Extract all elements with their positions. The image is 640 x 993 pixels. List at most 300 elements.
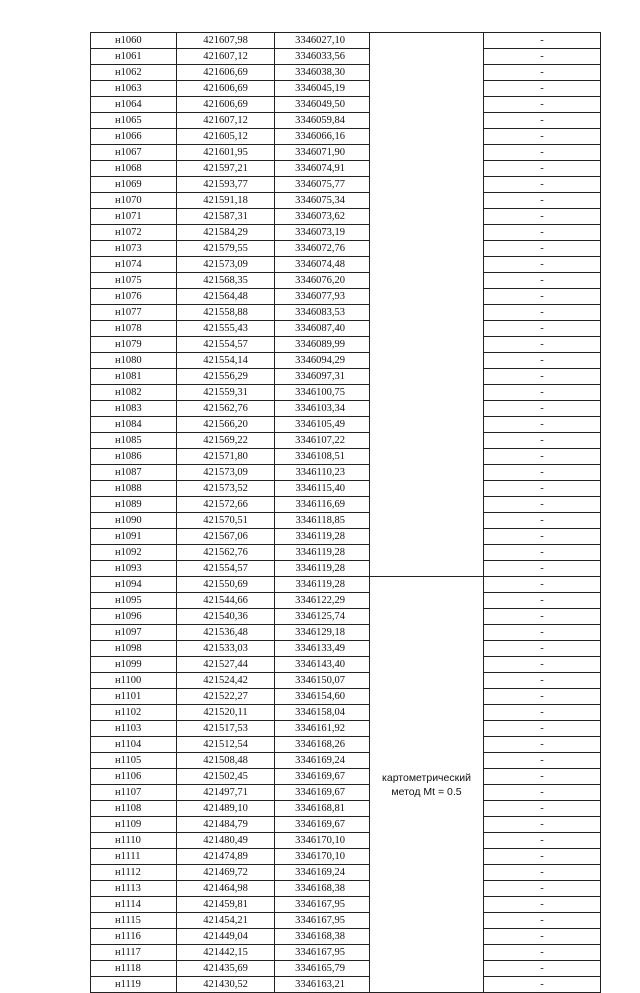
- y-coordinate-cell: 3346075,77: [275, 177, 370, 193]
- y-coordinate-cell: 3346076,20: [275, 273, 370, 289]
- x-coordinate-cell: 421520,11: [177, 705, 275, 721]
- point-id-cell: н1111: [91, 849, 177, 865]
- point-id-cell: н1103: [91, 721, 177, 737]
- point-id-cell: н1104: [91, 737, 177, 753]
- point-id-cell: н1118: [91, 961, 177, 977]
- y-coordinate-cell: 3346168,81: [275, 801, 370, 817]
- x-coordinate-cell: 421540,36: [177, 609, 275, 625]
- table-row: [91, 705, 601, 721]
- table-row: [91, 433, 601, 449]
- coordinate-table-sheet: [90, 32, 600, 993]
- table-row: [91, 417, 601, 433]
- table-row: [91, 657, 601, 673]
- y-coordinate-cell: 3346133,49: [275, 641, 370, 657]
- method-cell: [370, 577, 484, 993]
- point-id-cell: н1085: [91, 433, 177, 449]
- x-coordinate-cell: 421567,06: [177, 529, 275, 545]
- table-row: [91, 881, 601, 897]
- x-coordinate-cell: 421484,79: [177, 817, 275, 833]
- accuracy-cell: -: [484, 401, 601, 417]
- x-coordinate-cell: 421562,76: [177, 401, 275, 417]
- table-row: [91, 385, 601, 401]
- point-id-cell: н1117: [91, 945, 177, 961]
- accuracy-cell: -: [484, 193, 601, 209]
- x-coordinate-cell: 421591,18: [177, 193, 275, 209]
- table-row: [91, 401, 601, 417]
- point-id-cell: н1084: [91, 417, 177, 433]
- x-coordinate-cell: 421573,09: [177, 465, 275, 481]
- y-coordinate-cell: 3346168,38: [275, 881, 370, 897]
- accuracy-cell: -: [484, 945, 601, 961]
- y-coordinate-cell: 3346150,07: [275, 673, 370, 689]
- point-id-cell: н1069: [91, 177, 177, 193]
- accuracy-cell: -: [484, 657, 601, 673]
- x-coordinate-cell: 421512,54: [177, 737, 275, 753]
- x-coordinate-cell: 421449,04: [177, 929, 275, 945]
- x-coordinate-cell: 421442,15: [177, 945, 275, 961]
- accuracy-cell: -: [484, 417, 601, 433]
- point-id-cell: н1112: [91, 865, 177, 881]
- point-id-cell: н1065: [91, 113, 177, 129]
- accuracy-cell: -: [484, 881, 601, 897]
- y-coordinate-cell: 3346170,10: [275, 849, 370, 865]
- accuracy-cell: -: [484, 785, 601, 801]
- y-coordinate-cell: 3346074,91: [275, 161, 370, 177]
- x-coordinate-cell: 421533,03: [177, 641, 275, 657]
- y-coordinate-cell: 3346108,51: [275, 449, 370, 465]
- table-row: [91, 849, 601, 865]
- table-row: [91, 641, 601, 657]
- y-coordinate-cell: 3346097,31: [275, 369, 370, 385]
- y-coordinate-cell: 3346071,90: [275, 145, 370, 161]
- table-row: [91, 449, 601, 465]
- accuracy-cell: -: [484, 897, 601, 913]
- y-coordinate-cell: 3346103,34: [275, 401, 370, 417]
- method-name: картометрический: [382, 771, 471, 784]
- accuracy-cell: -: [484, 497, 601, 513]
- x-coordinate-cell: 421569,22: [177, 433, 275, 449]
- accuracy-cell: -: [484, 529, 601, 545]
- y-coordinate-cell: 3346115,40: [275, 481, 370, 497]
- table-row: [91, 177, 601, 193]
- point-id-cell: н1106: [91, 769, 177, 785]
- point-id-cell: н1090: [91, 513, 177, 529]
- table-row: [91, 833, 601, 849]
- y-coordinate-cell: 3346094,29: [275, 353, 370, 369]
- x-coordinate-cell: 421502,45: [177, 769, 275, 785]
- accuracy-cell: -: [484, 65, 601, 81]
- accuracy-cell: -: [484, 49, 601, 65]
- x-coordinate-cell: 421568,35: [177, 273, 275, 289]
- x-coordinate-cell: 421570,51: [177, 513, 275, 529]
- accuracy-cell: -: [484, 321, 601, 337]
- accuracy-cell: -: [484, 433, 601, 449]
- table-row: [91, 225, 601, 241]
- y-coordinate-cell: 3346169,24: [275, 865, 370, 881]
- table-row: [91, 961, 601, 977]
- table-row: [91, 625, 601, 641]
- table-row: [91, 113, 601, 129]
- table-row: [91, 801, 601, 817]
- y-coordinate-cell: 3346143,40: [275, 657, 370, 673]
- point-id-cell: н1064: [91, 97, 177, 113]
- accuracy-cell: -: [484, 545, 601, 561]
- table-row: [91, 257, 601, 273]
- y-coordinate-cell: 3346167,95: [275, 897, 370, 913]
- table-row: [91, 785, 601, 801]
- point-id-cell: н1066: [91, 129, 177, 145]
- accuracy-cell: -: [484, 353, 601, 369]
- table-row: [91, 721, 601, 737]
- point-id-cell: н1113: [91, 881, 177, 897]
- x-coordinate-cell: 421489,10: [177, 801, 275, 817]
- point-id-cell: н1095: [91, 593, 177, 609]
- y-coordinate-cell: 3346073,19: [275, 225, 370, 241]
- point-id-cell: н1063: [91, 81, 177, 97]
- point-id-cell: н1105: [91, 753, 177, 769]
- point-id-cell: н1074: [91, 257, 177, 273]
- table-row: [91, 513, 601, 529]
- x-coordinate-cell: 421572,66: [177, 497, 275, 513]
- accuracy-cell: -: [484, 929, 601, 945]
- x-coordinate-cell: 421573,09: [177, 257, 275, 273]
- accuracy-cell: -: [484, 625, 601, 641]
- table-row: [91, 865, 601, 881]
- accuracy-cell: -: [484, 609, 601, 625]
- table-row: [91, 481, 601, 497]
- x-coordinate-cell: 421435,69: [177, 961, 275, 977]
- y-coordinate-cell: 3346100,75: [275, 385, 370, 401]
- point-id-cell: н1083: [91, 401, 177, 417]
- y-coordinate-cell: 3346072,76: [275, 241, 370, 257]
- table-row: [91, 577, 601, 593]
- y-coordinate-cell: 3346049,50: [275, 97, 370, 113]
- point-id-cell: н1087: [91, 465, 177, 481]
- table-row: [91, 545, 601, 561]
- x-coordinate-cell: 421459,81: [177, 897, 275, 913]
- point-id-cell: н1078: [91, 321, 177, 337]
- y-coordinate-cell: 3346168,38: [275, 929, 370, 945]
- accuracy-cell: -: [484, 129, 601, 145]
- x-coordinate-cell: 421605,12: [177, 129, 275, 145]
- y-coordinate-cell: 3346119,28: [275, 577, 370, 593]
- x-coordinate-cell: 421497,71: [177, 785, 275, 801]
- x-coordinate-cell: 421474,89: [177, 849, 275, 865]
- point-id-cell: н1079: [91, 337, 177, 353]
- point-id-cell: н1088: [91, 481, 177, 497]
- point-id-cell: н1116: [91, 929, 177, 945]
- table-row: [91, 913, 601, 929]
- coordinate-table: [90, 32, 601, 993]
- accuracy-cell: -: [484, 177, 601, 193]
- table-row: [91, 369, 601, 385]
- point-id-cell: н1097: [91, 625, 177, 641]
- y-coordinate-cell: 3346169,24: [275, 753, 370, 769]
- table-row: [91, 977, 601, 993]
- point-id-cell: н1107: [91, 785, 177, 801]
- y-coordinate-cell: 3346105,49: [275, 417, 370, 433]
- x-coordinate-cell: 421550,69: [177, 577, 275, 593]
- table-row: [91, 753, 601, 769]
- table-row: [91, 929, 601, 945]
- y-coordinate-cell: 3346059,84: [275, 113, 370, 129]
- accuracy-cell: -: [484, 81, 601, 97]
- table-row: [91, 33, 601, 49]
- x-coordinate-cell: 421584,29: [177, 225, 275, 241]
- x-coordinate-cell: 421566,20: [177, 417, 275, 433]
- table-row: [91, 465, 601, 481]
- point-id-cell: н1071: [91, 209, 177, 225]
- y-coordinate-cell: 3346161,92: [275, 721, 370, 737]
- point-id-cell: н1094: [91, 577, 177, 593]
- y-coordinate-cell: 3346045,19: [275, 81, 370, 97]
- point-id-cell: н1075: [91, 273, 177, 289]
- x-coordinate-cell: 421607,12: [177, 49, 275, 65]
- accuracy-cell: -: [484, 161, 601, 177]
- accuracy-cell: -: [484, 273, 601, 289]
- point-id-cell: н1068: [91, 161, 177, 177]
- x-coordinate-cell: 421579,55: [177, 241, 275, 257]
- x-coordinate-cell: 421571,80: [177, 449, 275, 465]
- accuracy-cell: -: [484, 689, 601, 705]
- accuracy-cell: -: [484, 801, 601, 817]
- table-row: [91, 689, 601, 705]
- x-coordinate-cell: 421554,57: [177, 561, 275, 577]
- table-row: [91, 273, 601, 289]
- x-coordinate-cell: 421480,49: [177, 833, 275, 849]
- accuracy-cell: -: [484, 753, 601, 769]
- x-coordinate-cell: 421554,57: [177, 337, 275, 353]
- point-id-cell: н1086: [91, 449, 177, 465]
- y-coordinate-cell: 3346122,29: [275, 593, 370, 609]
- accuracy-cell: -: [484, 97, 601, 113]
- table-row: [91, 817, 601, 833]
- method-cell: [370, 33, 484, 577]
- accuracy-cell: -: [484, 513, 601, 529]
- point-id-cell: н1098: [91, 641, 177, 657]
- table-row: [91, 129, 601, 145]
- x-coordinate-cell: 421527,44: [177, 657, 275, 673]
- y-coordinate-cell: 3346129,18: [275, 625, 370, 641]
- table-row: [91, 561, 601, 577]
- table-row: [91, 209, 601, 225]
- x-coordinate-cell: 421554,14: [177, 353, 275, 369]
- accuracy-cell: -: [484, 961, 601, 977]
- table-row: [91, 65, 601, 81]
- y-coordinate-cell: 3346038,30: [275, 65, 370, 81]
- y-coordinate-cell: 3346077,93: [275, 289, 370, 305]
- y-coordinate-cell: 3346169,67: [275, 817, 370, 833]
- accuracy-cell: -: [484, 561, 601, 577]
- point-id-cell: н1073: [91, 241, 177, 257]
- table-row: [91, 769, 601, 785]
- accuracy-cell: -: [484, 369, 601, 385]
- point-id-cell: н1070: [91, 193, 177, 209]
- accuracy-cell: -: [484, 113, 601, 129]
- table-row: [91, 145, 601, 161]
- table-row: [91, 609, 601, 625]
- accuracy-cell: -: [484, 257, 601, 273]
- point-id-cell: н1096: [91, 609, 177, 625]
- point-id-cell: н1077: [91, 305, 177, 321]
- y-coordinate-cell: 3346163,21: [275, 977, 370, 993]
- y-coordinate-cell: 3346033,56: [275, 49, 370, 65]
- y-coordinate-cell: 3346158,04: [275, 705, 370, 721]
- x-coordinate-cell: 421606,69: [177, 97, 275, 113]
- accuracy-cell: -: [484, 641, 601, 657]
- y-coordinate-cell: 3346169,67: [275, 769, 370, 785]
- table-row: [91, 321, 601, 337]
- point-id-cell: н1067: [91, 145, 177, 161]
- y-coordinate-cell: 3346167,95: [275, 945, 370, 961]
- x-coordinate-cell: 421606,69: [177, 81, 275, 97]
- point-id-cell: н1119: [91, 977, 177, 993]
- accuracy-cell: -: [484, 737, 601, 753]
- y-coordinate-cell: 3346118,85: [275, 513, 370, 529]
- point-id-cell: н1091: [91, 529, 177, 545]
- point-id-cell: н1076: [91, 289, 177, 305]
- y-coordinate-cell: 3346119,28: [275, 561, 370, 577]
- y-coordinate-cell: 3346125,74: [275, 609, 370, 625]
- y-coordinate-cell: 3346168,26: [275, 737, 370, 753]
- y-coordinate-cell: 3346154,60: [275, 689, 370, 705]
- point-id-cell: н1080: [91, 353, 177, 369]
- y-coordinate-cell: 3346169,67: [275, 785, 370, 801]
- y-coordinate-cell: 3346074,48: [275, 257, 370, 273]
- accuracy-cell: -: [484, 385, 601, 401]
- accuracy-cell: -: [484, 977, 601, 993]
- point-id-cell: н1114: [91, 897, 177, 913]
- y-coordinate-cell: 3346107,22: [275, 433, 370, 449]
- x-coordinate-cell: 421544,66: [177, 593, 275, 609]
- method-accuracy: метод Mt = 0.5: [391, 785, 462, 798]
- point-id-cell: н1109: [91, 817, 177, 833]
- point-id-cell: н1081: [91, 369, 177, 385]
- x-coordinate-cell: 421597,21: [177, 161, 275, 177]
- y-coordinate-cell: 3346119,28: [275, 545, 370, 561]
- accuracy-cell: -: [484, 465, 601, 481]
- accuracy-cell: -: [484, 337, 601, 353]
- y-coordinate-cell: 3346119,28: [275, 529, 370, 545]
- accuracy-cell: -: [484, 225, 601, 241]
- y-coordinate-cell: 3346087,40: [275, 321, 370, 337]
- point-id-cell: н1102: [91, 705, 177, 721]
- accuracy-cell: -: [484, 913, 601, 929]
- y-coordinate-cell: 3346073,62: [275, 209, 370, 225]
- table-row: [91, 81, 601, 97]
- x-coordinate-cell: 421556,29: [177, 369, 275, 385]
- accuracy-cell: -: [484, 849, 601, 865]
- x-coordinate-cell: 421524,42: [177, 673, 275, 689]
- y-coordinate-cell: 3346075,34: [275, 193, 370, 209]
- table-row: [91, 193, 601, 209]
- x-coordinate-cell: 421606,69: [177, 65, 275, 81]
- accuracy-cell: -: [484, 817, 601, 833]
- point-id-cell: н1093: [91, 561, 177, 577]
- x-coordinate-cell: 421587,31: [177, 209, 275, 225]
- accuracy-cell: -: [484, 305, 601, 321]
- accuracy-cell: -: [484, 769, 601, 785]
- x-coordinate-cell: 421522,27: [177, 689, 275, 705]
- x-coordinate-cell: 421607,98: [177, 33, 275, 49]
- x-coordinate-cell: 421564,48: [177, 289, 275, 305]
- table-row: [91, 593, 601, 609]
- accuracy-cell: -: [484, 481, 601, 497]
- x-coordinate-cell: 421573,52: [177, 481, 275, 497]
- accuracy-cell: -: [484, 673, 601, 689]
- table-row: [91, 305, 601, 321]
- x-coordinate-cell: 421508,48: [177, 753, 275, 769]
- x-coordinate-cell: 421464,98: [177, 881, 275, 897]
- point-id-cell: н1092: [91, 545, 177, 561]
- x-coordinate-cell: 421555,43: [177, 321, 275, 337]
- x-coordinate-cell: 421607,12: [177, 113, 275, 129]
- x-coordinate-cell: 421469,72: [177, 865, 275, 881]
- y-coordinate-cell: 3346110,23: [275, 465, 370, 481]
- table-row: [91, 289, 601, 305]
- y-coordinate-cell: 3346165,79: [275, 961, 370, 977]
- accuracy-cell: -: [484, 289, 601, 305]
- accuracy-cell: -: [484, 241, 601, 257]
- accuracy-cell: -: [484, 593, 601, 609]
- table-row: [91, 241, 601, 257]
- table-row: [91, 161, 601, 177]
- table-row: [91, 497, 601, 513]
- point-id-cell: н1082: [91, 385, 177, 401]
- accuracy-cell: -: [484, 721, 601, 737]
- point-id-cell: н1100: [91, 673, 177, 689]
- y-coordinate-cell: 3346066,16: [275, 129, 370, 145]
- coordinate-table-body: [91, 33, 601, 993]
- accuracy-cell: -: [484, 705, 601, 721]
- y-coordinate-cell: 3346167,95: [275, 913, 370, 929]
- accuracy-cell: -: [484, 145, 601, 161]
- x-coordinate-cell: 421454,21: [177, 913, 275, 929]
- x-coordinate-cell: 421593,77: [177, 177, 275, 193]
- point-id-cell: н1101: [91, 689, 177, 705]
- point-id-cell: н1061: [91, 49, 177, 65]
- table-row: [91, 673, 601, 689]
- x-coordinate-cell: 421562,76: [177, 545, 275, 561]
- point-id-cell: н1115: [91, 913, 177, 929]
- table-row: [91, 337, 601, 353]
- point-id-cell: н1062: [91, 65, 177, 81]
- accuracy-cell: -: [484, 209, 601, 225]
- x-coordinate-cell: 421430,52: [177, 977, 275, 993]
- x-coordinate-cell: 421559,31: [177, 385, 275, 401]
- y-coordinate-cell: 3346027,10: [275, 33, 370, 49]
- x-coordinate-cell: 421536,48: [177, 625, 275, 641]
- y-coordinate-cell: 3346083,53: [275, 305, 370, 321]
- accuracy-cell: -: [484, 833, 601, 849]
- table-row: [91, 945, 601, 961]
- table-row: [91, 737, 601, 753]
- accuracy-cell: -: [484, 577, 601, 593]
- accuracy-cell: -: [484, 449, 601, 465]
- table-row: [91, 49, 601, 65]
- x-coordinate-cell: 421517,53: [177, 721, 275, 737]
- table-row: [91, 97, 601, 113]
- accuracy-cell: -: [484, 865, 601, 881]
- point-id-cell: н1099: [91, 657, 177, 673]
- y-coordinate-cell: 3346116,69: [275, 497, 370, 513]
- accuracy-cell: -: [484, 33, 601, 49]
- point-id-cell: н1060: [91, 33, 177, 49]
- table-row: [91, 529, 601, 545]
- y-coordinate-cell: 3346170,10: [275, 833, 370, 849]
- x-coordinate-cell: 421601,95: [177, 145, 275, 161]
- x-coordinate-cell: 421558,88: [177, 305, 275, 321]
